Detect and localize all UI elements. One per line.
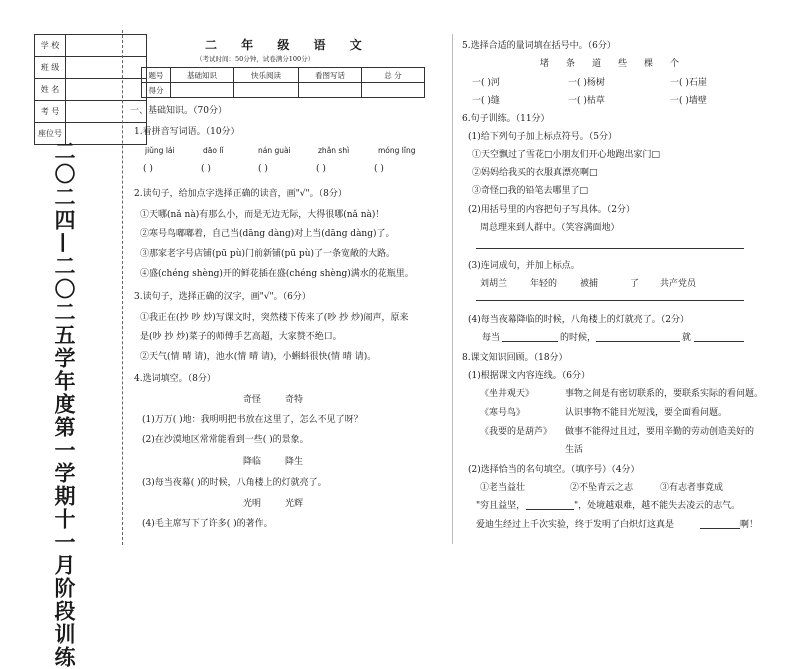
word-choice: 光辉 [285, 499, 304, 509]
info-label: 班 级 [35, 57, 66, 79]
answer-line[interactable] [476, 248, 744, 249]
q5-item[interactable]: 一( )杨树 [568, 78, 605, 88]
q4-item: (1)万万( )地：我明明把书放在这里了，怎么不见了呀？ [142, 415, 363, 425]
score-header: 快乐阅读 [234, 68, 299, 83]
pinyin: nán guài [258, 146, 291, 155]
score-cell[interactable] [171, 83, 234, 98]
word-choice: 奇特 [285, 395, 304, 405]
quote-option: ③有志者事竟成 [660, 483, 724, 493]
q5-item[interactable]: 一( )墙壁 [670, 96, 707, 106]
answer-bracket[interactable]: ( ) [143, 164, 153, 174]
question-2: 2.读句子，给加点字选择正确的读音，画"√"。（8分） [134, 189, 347, 199]
word-choice: 降临 [243, 457, 262, 467]
score-cell[interactable] [299, 83, 362, 98]
word-choice: 奇怪 [243, 395, 262, 405]
word-card: 了 [630, 279, 640, 289]
lesson-meaning[interactable]: 认识事物不能目光短浅，要全面看问题。 [565, 408, 728, 418]
student-info-table [34, 34, 147, 145]
measure-word: 棵 [644, 59, 654, 69]
vertical-term-title: 二〇二四—二〇二五学年度第一学期十一月阶段训练 [52, 140, 77, 669]
q3-item-cont: 是(吵 抄 炒)菜子的师傅手艺高超，大家赞不绝口。 [140, 332, 342, 342]
q4-item: (3)每当夜幕( )的时候，八角楼上的灯就亮了。 [142, 478, 327, 488]
score-header: 总 分 [362, 68, 425, 83]
word-choice: 光明 [243, 499, 262, 509]
question-1: 1.看拼音写词语。（10分） [134, 127, 240, 137]
q8-sub: (1)根据课文内容连线。（6分） [468, 371, 590, 381]
answer-line[interactable] [476, 300, 744, 301]
q8-sub: (2)选择恰当的名句填空。（填序号）（4分） [468, 465, 640, 475]
score-cell[interactable] [234, 83, 299, 98]
word-card: 共产党员 [660, 279, 697, 289]
info-label: 姓 名 [35, 79, 66, 101]
q3-item: ①我正在(抄 吵 炒)写课文时，突然楼下传来了(吵 抄 炒)闹声，原来 [140, 313, 409, 323]
quote-option: ②不坠青云之志 [570, 483, 634, 493]
q5-item[interactable]: 一( )缝 [472, 96, 500, 106]
lesson-meaning[interactable]: 事物之间是有密切联系的，要联系实际的看问题。 [565, 389, 764, 399]
page-title: 二 年 级 语 文 [205, 38, 372, 52]
word-choice: 降生 [285, 457, 304, 467]
answer-line[interactable] [694, 341, 744, 342]
q8-fill: 啊！ [740, 520, 759, 530]
q6-fill: 就 [682, 333, 692, 343]
score-row-label: 得分 [142, 83, 171, 98]
school-field[interactable] [66, 35, 147, 57]
measure-word: 条 [566, 59, 576, 69]
q4-item: (2)在沙漠地区常常能看到一些( )的景象。 [142, 435, 309, 445]
q6-item: 周总理来到人群中。（笑容满面地） [480, 223, 620, 233]
q6-fill: 的时候， [560, 333, 597, 343]
quote-option: ①老当益壮 [480, 483, 526, 493]
q6-fill: 每当 [482, 333, 501, 343]
name-field[interactable] [66, 79, 147, 101]
binding-line [122, 30, 123, 545]
lesson-title[interactable]: 《我要的是葫芦》 [480, 427, 553, 437]
word-card: 年轻的 [530, 279, 558, 289]
q6-item: ②妈妈给我买的衣服真漂亮啊□ [472, 168, 598, 178]
q2-item: ④盛(chéng shèng)开的鲜花插在盛(chéng shèng)满水的花瓶里。 [140, 269, 414, 279]
q6-item: ①天空飘过了雪花□小朋友们开心地跑出家门□ [472, 150, 661, 160]
section-title: 一、基础知识。（70分） [130, 106, 227, 116]
question-6: 6.句子训练。（11分） [462, 114, 550, 124]
q5-item[interactable]: 一( )枯草 [568, 96, 605, 106]
answer-bracket[interactable]: ( ) [201, 164, 211, 174]
q6-item: ③奇怪□我的铅笔去哪里了□ [472, 186, 589, 196]
q6-sub: (2)用括号里的内容把句子写具体。（2分） [468, 205, 635, 215]
question-3: 3.读句子，选择正确的汉字，画"√"。（6分） [134, 292, 311, 302]
answer-line[interactable] [502, 341, 558, 342]
q8-fill: "穷且益坚， [476, 501, 526, 511]
column-divider [452, 34, 453, 544]
question-5: 5.选择合适的量词填在括号中。（6分） [462, 41, 616, 51]
q2-item: ①天哪(nǎ nà)有那么小，而是无边无际，大得很哪(nǎ nà)！ [140, 210, 385, 220]
lesson-meaning[interactable]: 做事不能得过且过，要用辛勤的劳动创造美好的 [565, 427, 755, 437]
q5-item[interactable]: 一( )石崖 [670, 78, 707, 88]
score-header: 题号 [142, 68, 171, 83]
score-cell[interactable] [362, 83, 425, 98]
question-8: 8.课文知识回顾。（18分） [462, 353, 568, 363]
info-label: 学 校 [35, 35, 66, 57]
q2-item: ②寒号鸟嘟嘟着，自己当(dāng dàng)对上当(dāng dàng)了。 [140, 229, 395, 239]
q2-item: ③那家老字号店铺(pū pù)门前新铺(pū pù)了一条宽敞的大路。 [140, 249, 395, 259]
measure-word: 个 [670, 59, 680, 69]
score-table [141, 67, 425, 98]
q5-item[interactable]: 一( )河 [472, 78, 500, 88]
q4-item: (4)毛主席写下了许多( )的著作。 [142, 519, 273, 529]
word-card: 被捕 [580, 279, 599, 289]
score-header: 基础知识 [171, 68, 234, 83]
info-label: 考 号 [35, 101, 66, 123]
answer-line[interactable] [596, 341, 680, 342]
q8-fill: 爱迪生经过上千次实验，终于发明了白炽灯这真是 [476, 520, 675, 530]
lesson-title[interactable]: 《寒号鸟》 [480, 408, 526, 418]
lesson-title[interactable]: 《坐井观天》 [480, 389, 535, 399]
pinyin: jiǔng lái [145, 146, 175, 155]
answer-bracket[interactable]: ( ) [316, 164, 326, 174]
answer-bracket[interactable]: ( ) [374, 164, 384, 174]
class-field[interactable] [66, 57, 147, 79]
pinyin: móng lǐng [378, 146, 416, 155]
measure-word: 堵 [540, 59, 550, 69]
question-4: 4.选词填空。（8分） [134, 374, 216, 384]
info-label: 座位号 [35, 123, 66, 145]
answer-line[interactable] [526, 509, 574, 510]
score-header: 看图写话 [299, 68, 362, 83]
q6-sub: (3)连词成句，并加上标点。 [468, 261, 580, 271]
q6-sub: (1)给下列句子加上标点符号。（5分） [468, 132, 617, 142]
measure-word: 些 [618, 59, 628, 69]
word-card: 刘胡兰 [480, 279, 508, 289]
q3-item: ②天气(情 晴 请)，池水(情 晴 请)，小蝌蚪很快(情 晴 请)。 [140, 352, 377, 362]
lesson-meaning-cont: 生活 [565, 445, 584, 455]
pinyin: zhǎn shì [318, 146, 350, 155]
q6-sub: (4)每当夜幕降临的时候，八角楼上的灯就亮了。（2分） [468, 315, 689, 325]
pinyin: dāo lǐ [203, 146, 224, 155]
page-subtitle: （考试时间：50分钟，试卷满分100分） [196, 55, 315, 63]
measure-word: 道 [592, 59, 602, 69]
answer-bracket[interactable]: ( ) [258, 164, 268, 174]
q8-fill: "，处境越艰难，越不能失去凌云的志气。 [574, 501, 741, 511]
answer-line[interactable] [700, 528, 740, 529]
